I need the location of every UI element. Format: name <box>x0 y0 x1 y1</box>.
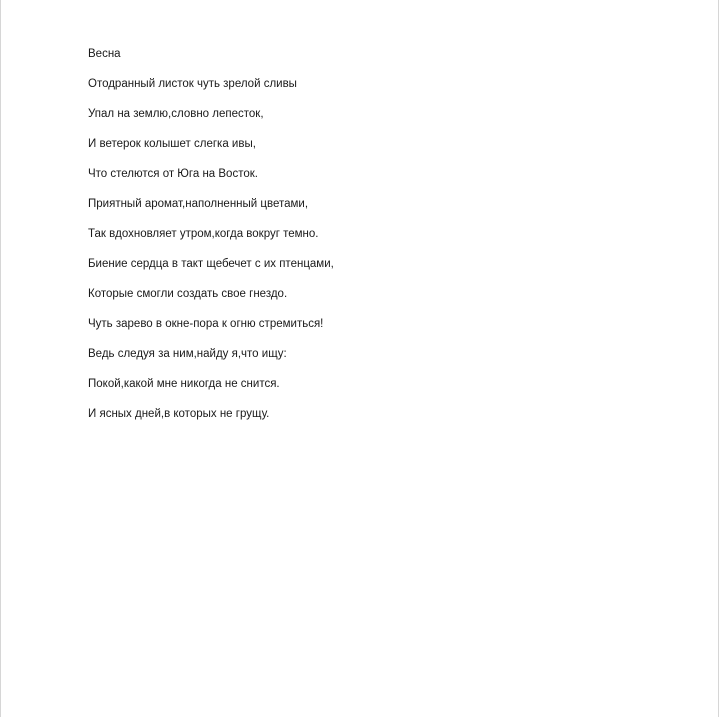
poem-line: И ветерок колышет слегка ивы, <box>88 138 256 150</box>
poem-line: Биение сердца в такт щебечет с их птенцами, <box>88 258 334 270</box>
poem-line: Покой,какой мне никогда не снится. <box>88 378 280 390</box>
poem-line: Которые смогли создать свое гнездо. <box>88 288 288 300</box>
poem-line: Что стелются от Юга на Восток. <box>88 168 258 180</box>
poem-line: И ясных дней,в которых не грущу. <box>88 408 270 420</box>
poem-line: Так вдохновляет утром,когда вокруг темно. <box>88 228 319 240</box>
poem-line: Отодранный листок чуть зрелой сливы <box>88 78 297 90</box>
poem-line: Чуть зарево в окне-пора к огню стремиться! <box>88 318 324 330</box>
poem-line: Ведь следуя за ним,найду я,что ищу: <box>88 348 287 360</box>
poem-line: Приятный аромат,наполненный цветами, <box>88 198 309 210</box>
poem-title: Весна <box>88 48 121 60</box>
document-body <box>88 45 688 435</box>
poem-line: Упал на землю,словно лепесток, <box>88 108 264 120</box>
